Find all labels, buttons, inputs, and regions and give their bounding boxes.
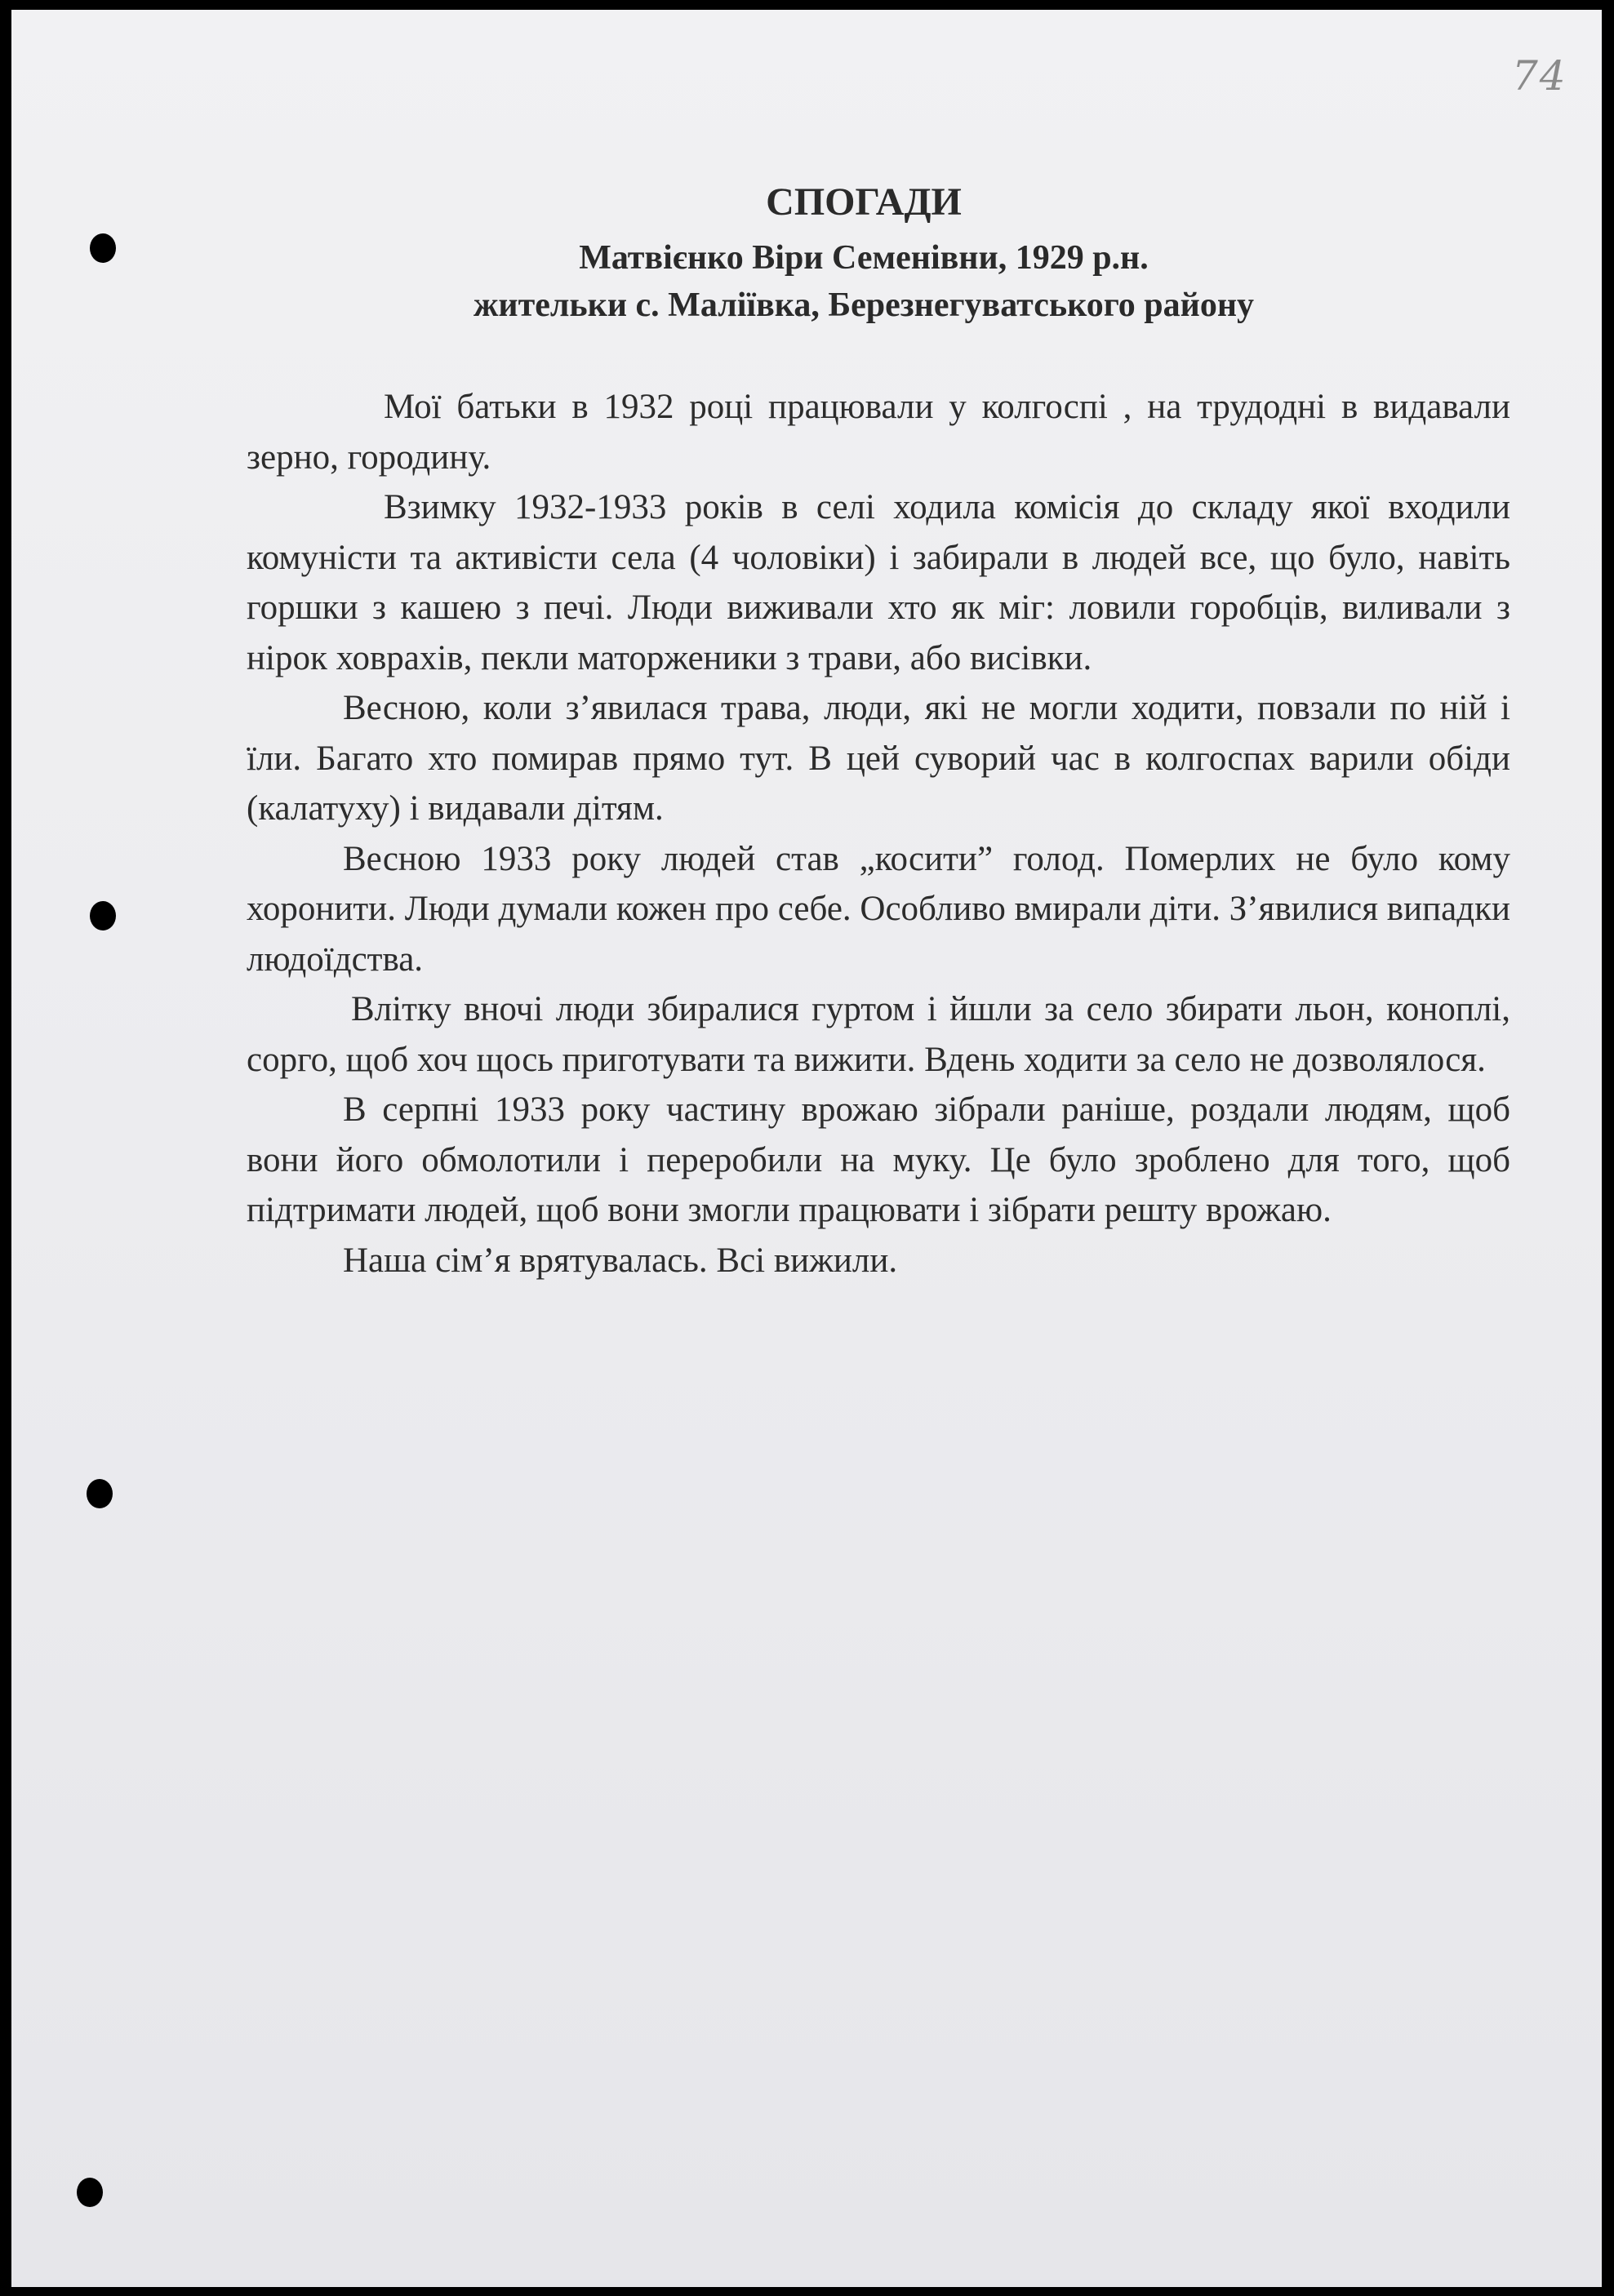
paragraph: Мої батьки в 1932 році працювали у колгоспі , на трудодні в видавали зерно, городину. xyxy=(247,388,1510,477)
paragraph: В серпні 1933 року частину врожаю зібрали раніше, роздали людям, щоб вони його обмолотили і переробили на муку. Це було зроблено для того, щоб підтримати людей, щоб вони змогли працювати і зібрати решту врожаю. xyxy=(247,1090,1510,1229)
paragraph: Весною 1933 року людей став „косити” голод. Померлих не було кому хоронити. Люди думали кожен про себе. Особливо вмирали діти. З’явилися випадки людоїдства. xyxy=(247,839,1510,979)
handwritten-page-number: 74 xyxy=(1512,52,1567,100)
paragraph: Взимку 1932-1933 років в селі ходила комісія до складу якої входили комуністи та активісти села (4 чоловіки) і забирали в людей все, що було, навіть горшки з кашею з печі. Люди виживали хто як міг: ловили горобців, виливали з нірок ховрахів, пекли маторженики з трави, або висівки. xyxy=(247,488,1510,677)
paragraph: Наша сім’я врятувалась. Всі вижили. xyxy=(343,1241,898,1280)
memoir-body xyxy=(247,382,1510,1286)
document-title: СПОГАДИ xyxy=(766,180,962,224)
document-subtitle-residence: жительки с. Маліївка, Березнегуватського району xyxy=(473,286,1255,324)
paragraph: Влітку вночі люди збиралися гуртом і йшли за село збирати льон, коноплі, сорго, щоб хоч щось приготувати та вижити. Вдень ходити за село не дозволялося. xyxy=(247,990,1510,1079)
document-subtitle-author: Матвієнко Віри Семенівни, 1929 р.н. xyxy=(579,239,1149,277)
document-page xyxy=(11,10,1602,2287)
punch-hole xyxy=(90,901,116,930)
paragraph: Весною, коли з’явилася трава, люди, які не могли ходити, повзали по ній і їли. Багато хто помирав прямо тут. В цей суворий час в колгоспах варили обіди (калатуху) і видавали дітям. xyxy=(247,689,1510,828)
punch-hole xyxy=(87,1479,113,1508)
punch-hole xyxy=(77,2178,103,2207)
